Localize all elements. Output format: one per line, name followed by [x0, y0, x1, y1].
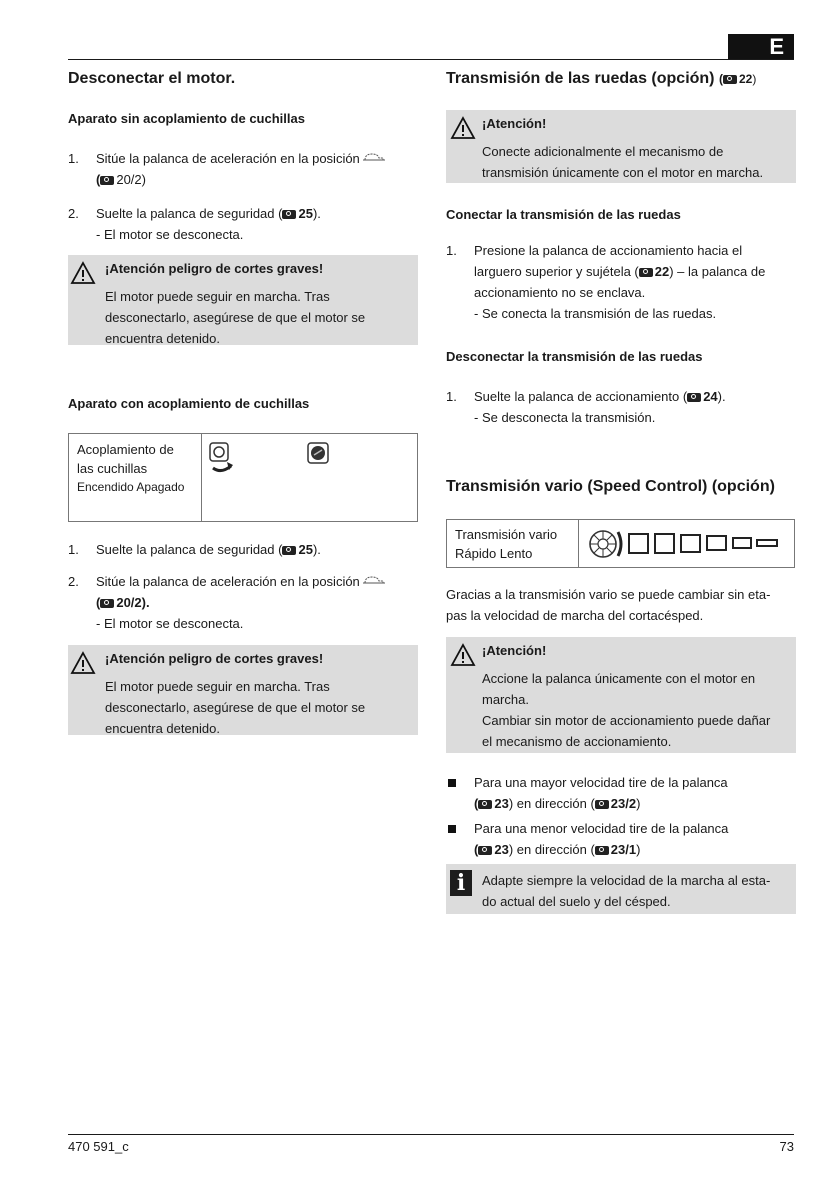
- section-title-disconnect-motor: Desconectar el motor.: [68, 70, 236, 87]
- warning-body: El motor puede seguir en marcha. Tras desconectarlo, asegúrese de que el motor se encuentra detenido.: [105, 289, 366, 346]
- blade-clutch-on-icon: [209, 442, 239, 476]
- step-press-drive-lever: 1. Presione la palanca de accionamiento hacia el larguero superior y sujétela ( 22) – la palanca de accionamiento no se enclava. - Se conecta la transmisión de las ruedas.: [446, 243, 766, 321]
- blade-clutch-label: Acoplamiento de las cuchillas Encendido Apagado: [69, 434, 202, 521]
- vario-description: Gracias a la transmisión vario se puede cambiar sin eta- pas la velocidad de marcha del cortacésped.: [446, 587, 771, 623]
- section-title-vario-transmission: Transmisión vario (Speed Control) (opción): [446, 478, 775, 495]
- vario-speed-label: Transmisión vario Rápido Lento: [447, 520, 579, 567]
- camera-ref-icon: [687, 393, 701, 402]
- language-tab: E: [728, 34, 794, 60]
- camera-ref-icon: [282, 546, 296, 555]
- section-title-wheel-drive: Transmisión de las ruedas (opción) ( 22): [446, 70, 757, 87]
- blade-clutch-off-icon: [307, 442, 331, 466]
- info-text: Adapte siempre la velocidad de la marcha al esta- do actual del suelo y del césped.: [482, 873, 771, 909]
- warning-box-vario: [446, 637, 796, 753]
- warning-title: ¡Atención peligro de cortes graves!: [105, 651, 324, 666]
- camera-ref-icon: [723, 75, 737, 84]
- page-number: 73: [779, 1139, 794, 1154]
- warning-triangle-icon: [450, 643, 476, 667]
- step-release-drive-lever: 1. Suelte la palanca de accionamiento ( 24). - Se desconecta la transmisión.: [446, 389, 726, 425]
- subheading-without-blade-clutch: Aparato sin acoplamiento de cuchillas: [68, 111, 305, 126]
- warning-box-cut-hazard-1: [68, 255, 418, 345]
- camera-ref-icon: [100, 599, 114, 608]
- warning-box-wheel-drive: [446, 110, 796, 183]
- bottom-rule: [68, 1134, 794, 1135]
- camera-ref-icon: [100, 176, 114, 185]
- subheading-disconnect-wheel-drive: Desconectar la transmisión de las ruedas: [446, 349, 703, 364]
- step-release-safety-lever: 2. Suelte la palanca de seguridad ( 25). - El motor se desconecta.: [68, 206, 321, 242]
- step-throttle-position-2: 2. Sitúe la palanca de aceleración en la posición ( 20/2). - El motor se desconecta.: [68, 571, 418, 634]
- warning-triangle-icon: [70, 261, 96, 285]
- bullet-square-icon: [448, 779, 456, 787]
- speed-scale-icon: [587, 528, 787, 560]
- bullet-lower-speed: Para una menor velocidad tire de la palanca ( 23) en dirección ( 23/1): [446, 818, 796, 860]
- camera-ref-icon: [478, 800, 492, 809]
- blade-clutch-table: [68, 433, 418, 522]
- warning-title: ¡Atención!: [482, 116, 547, 131]
- top-rule: [68, 59, 794, 60]
- info-icon: i: [450, 870, 472, 896]
- bullet-higher-speed: Para una mayor velocidad tire de la palanca ( 23) en dirección ( 23/2): [446, 772, 796, 814]
- camera-ref-icon: [478, 846, 492, 855]
- bullet-square-icon: [448, 825, 456, 833]
- warning-title: ¡Atención peligro de cortes graves!: [105, 261, 324, 276]
- subheading-with-blade-clutch: Aparato con acoplamiento de cuchillas: [68, 396, 310, 411]
- camera-ref-icon: [595, 846, 609, 855]
- vario-speed-table: [446, 519, 795, 568]
- subheading-connect-wheel-drive: Conectar la transmisión de las ruedas: [446, 207, 681, 222]
- warning-body: Conecte adicionalmente el mecanismo de transmisión únicamente con el motor en marcha.: [482, 144, 764, 180]
- warning-title: ¡Atención!: [482, 643, 547, 658]
- document-code: 470 591_c: [68, 1139, 129, 1154]
- warning-body: Accione la palanca únicamente con el motor en marcha. Cambiar sin motor de accionamiento puede dañar el mecanismo de accionamiento.: [482, 671, 771, 749]
- warning-triangle-icon: [450, 116, 476, 140]
- warning-box-cut-hazard-2: [68, 645, 418, 735]
- camera-ref-icon: [639, 268, 653, 277]
- camera-ref-icon: [595, 800, 609, 809]
- step-throttle-position: 1. Sitúe la palanca de aceleración en la posición ( 20/2): [68, 148, 418, 190]
- warning-triangle-icon: [70, 651, 96, 675]
- info-box-speed-adapt: [446, 864, 796, 914]
- warning-body: El motor puede seguir en marcha. Tras desconectarlo, asegúrese de que el motor se encuentra detenido.: [105, 679, 366, 736]
- camera-ref-icon: [282, 210, 296, 219]
- turtle-icon: [363, 575, 385, 587]
- turtle-icon: [363, 152, 385, 164]
- step-release-safety-lever-2: 1. Suelte la palanca de seguridad ( 25).: [68, 542, 321, 557]
